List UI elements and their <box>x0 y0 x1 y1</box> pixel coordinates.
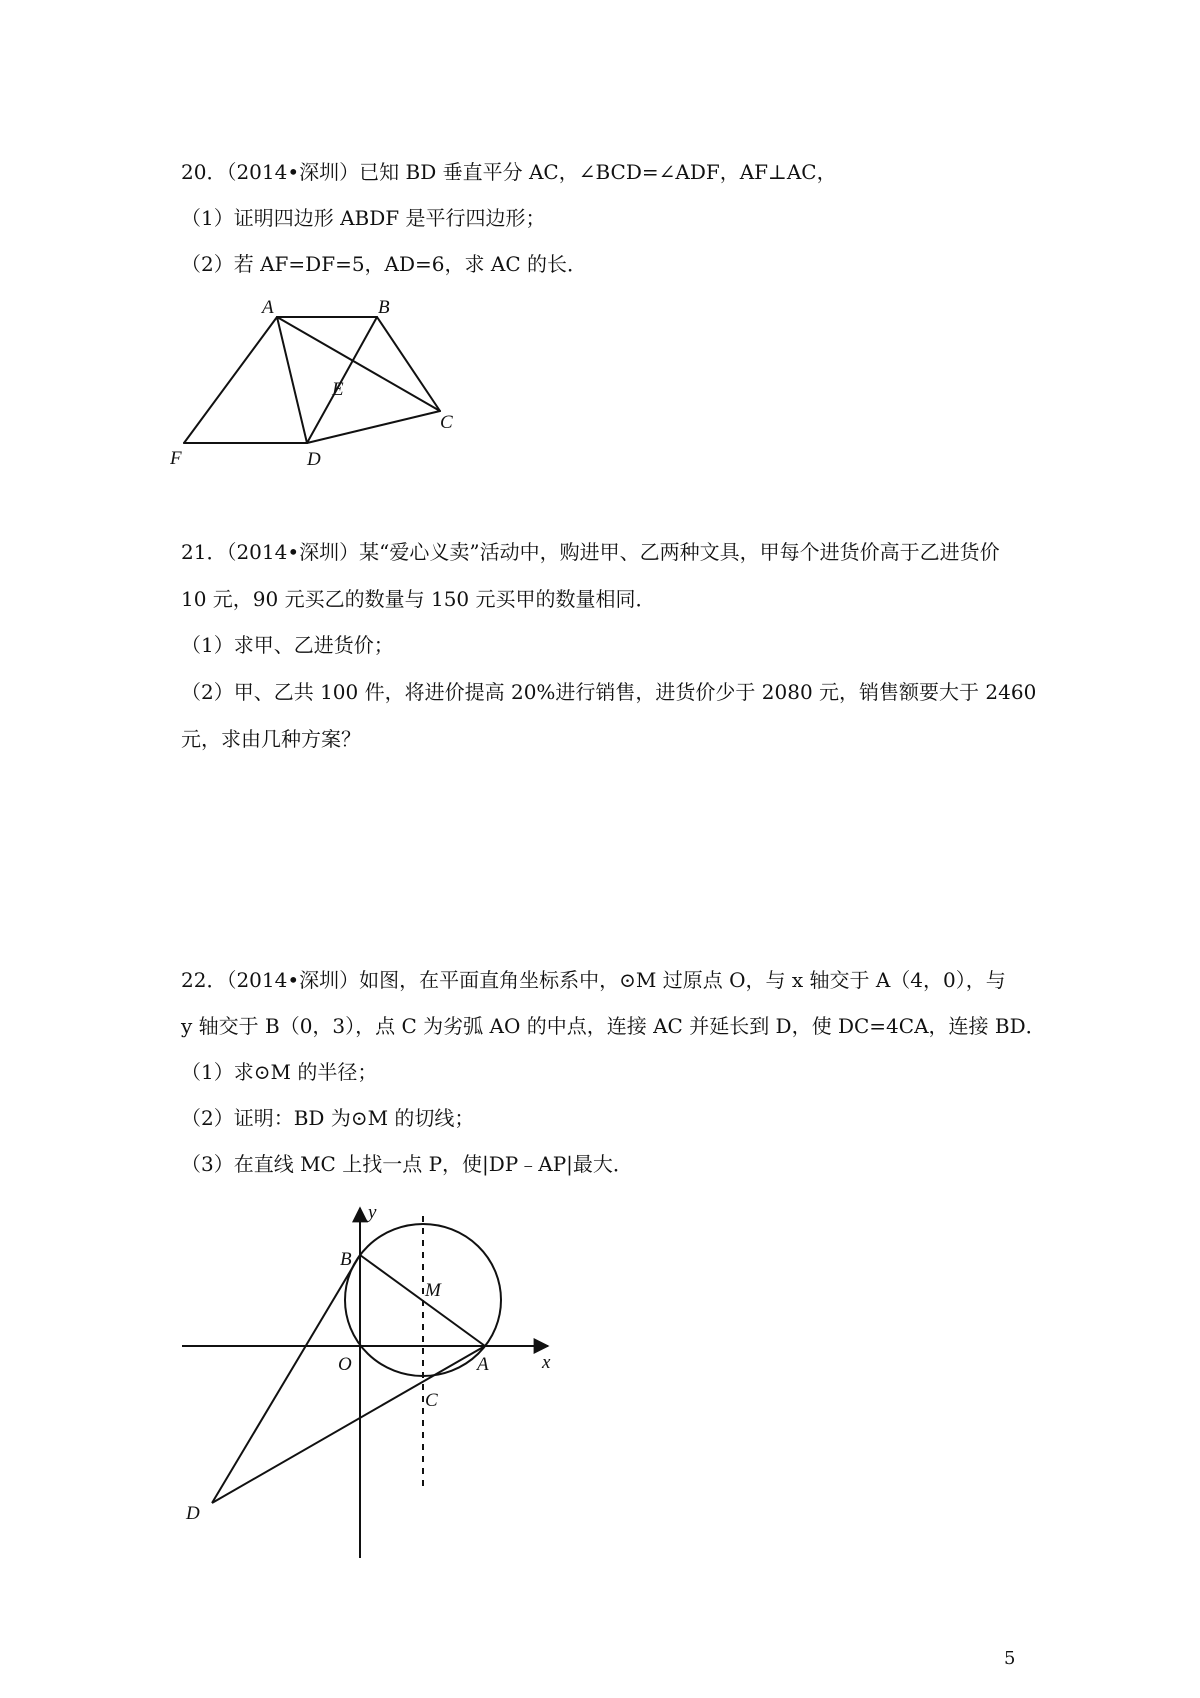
label-O: O <box>338 1354 352 1375</box>
q21-part1: （1）求甲、乙进货价； <box>181 633 394 657</box>
segment-DC <box>307 411 440 443</box>
label-E: E <box>332 379 344 400</box>
q22-part1: （1）求⊙M 的半径； <box>181 1060 378 1084</box>
segment-AF <box>184 317 277 443</box>
q21-stem-line1: 21．（2014•深圳）某“爱心义卖”活动中，购进甲、乙两种文具，甲每个进货价高于乙进货价 <box>181 540 1000 564</box>
label-D: D <box>186 1503 200 1524</box>
q22-part2: （2）证明：BD 为⊙M 的切线； <box>181 1106 475 1130</box>
label-M: M <box>425 1280 441 1301</box>
q22-part3: （3）在直线 MC 上找一点 P，使|DP﹣AP|最大． <box>181 1152 633 1176</box>
segment-AD <box>277 317 307 443</box>
segment-AC <box>277 317 440 411</box>
q20-stem: 20．（2014•深圳）已知 BD 垂直平分 AC，∠BCD=∠ADF，AF⊥AC， <box>181 160 837 184</box>
label-C: C <box>440 412 453 433</box>
label-x: x <box>542 1352 551 1373</box>
q20-figure <box>170 290 470 470</box>
q22-figure <box>170 1196 570 1566</box>
page-number: 5 <box>1004 1648 1016 1669</box>
q22-stem-line1: 22．（2014•深圳）如图，在平面直角坐标系中，⊙M 过原点 O，与 x 轴交于 A（4，0），与 <box>181 968 1006 992</box>
segment-BD <box>212 1255 360 1503</box>
label-F: F <box>170 448 182 469</box>
q21-part2-line1: （2）甲、乙共 100 件，将进价提高 20%进行销售，进货价少于 2080 元，销售额要大于 2460 <box>181 680 1037 704</box>
label-D: D <box>307 449 321 470</box>
label-B: B <box>378 297 390 318</box>
q20-part2: （2）若 AF=DF=5，AD=6，求 AC 的长． <box>181 252 587 276</box>
label-C: C <box>425 1390 438 1411</box>
q20-part1: （1）证明四边形 ABDF 是平行四边形； <box>181 206 546 230</box>
label-y: y <box>368 1202 377 1223</box>
q21-stem-line2: 10 元，90 元买乙的数量与 150 元买甲的数量相同． <box>181 587 656 611</box>
q22-stem-line2: y 轴交于 B（0，3），点 C 为劣弧 AO 的中点，连接 AC 并延长到 D，使 DC=4CA，连接 BD． <box>181 1014 1046 1038</box>
segment-BC <box>377 317 440 411</box>
q21-part2-line2: 元，求由几种方案？ <box>181 727 361 751</box>
label-A: A <box>477 1354 489 1375</box>
label-B: B <box>340 1249 352 1270</box>
label-A: A <box>262 297 274 318</box>
